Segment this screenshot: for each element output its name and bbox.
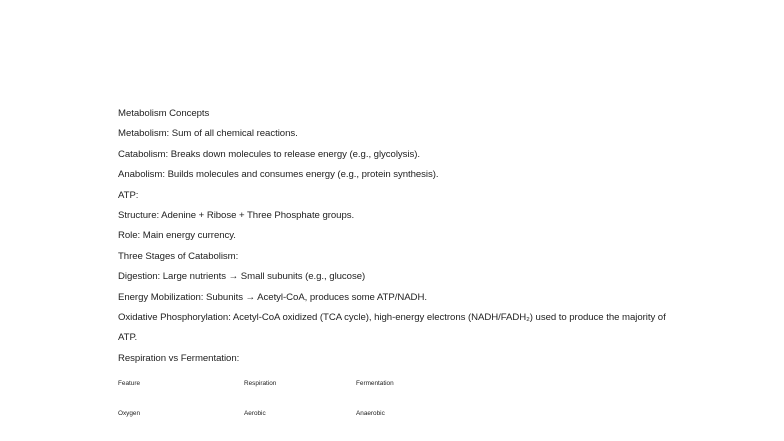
table-cell-feature: Oxygen [118, 410, 141, 417]
table-header-respiration: Respiration [244, 380, 277, 387]
line-metabolism: Metabolism: Sum of all chemical reactions. [118, 128, 298, 140]
table-header-fermentation: Fermentation [356, 380, 394, 387]
line-stages-heading: Three Stages of Catabolism: [118, 250, 239, 262]
document-title: Metabolism Concepts [118, 108, 210, 119]
line-oxidative-phosphorylation: Oxidative Phosphorylation: Acetyl-CoA oxidized (TCA cycle), high-energy electrons (NADH/FADH₂) used to produce the majority of ATP. [118, 311, 666, 344]
document-body [118, 104, 678, 369]
line-digestion: Digestion: Large nutrients → Small subunits (e.g., glucose) [118, 271, 366, 283]
line-anabolism: Anabolism: Builds molecules and consumes energy (e.g., protein synthesis). [118, 169, 439, 181]
table-cell-respiration: Aerobic [244, 410, 266, 417]
line-respiration-vs-fermentation: Respiration vs Fermentation: [118, 352, 240, 364]
table-row [118, 408, 538, 438]
table-cell-fermentation: Anaerobic [356, 410, 385, 417]
comparison-table [118, 378, 538, 438]
line-energy-mobilization: Energy Mobilization: Subunits → Acetyl-CoA, produces some ATP/NADH. [118, 291, 427, 303]
line-atp-structure: Structure: Adenine + Ribose + Three Phosphate groups. [118, 209, 355, 221]
line-atp-heading: ATP: [118, 189, 139, 201]
table-header-feature: Feature [118, 380, 141, 387]
line-catabolism: Catabolism: Breaks down molecules to release energy (e.g., glycolysis). [118, 148, 420, 160]
line-atp-role: Role: Main energy currency. [118, 230, 236, 242]
table-header-row [118, 378, 538, 408]
